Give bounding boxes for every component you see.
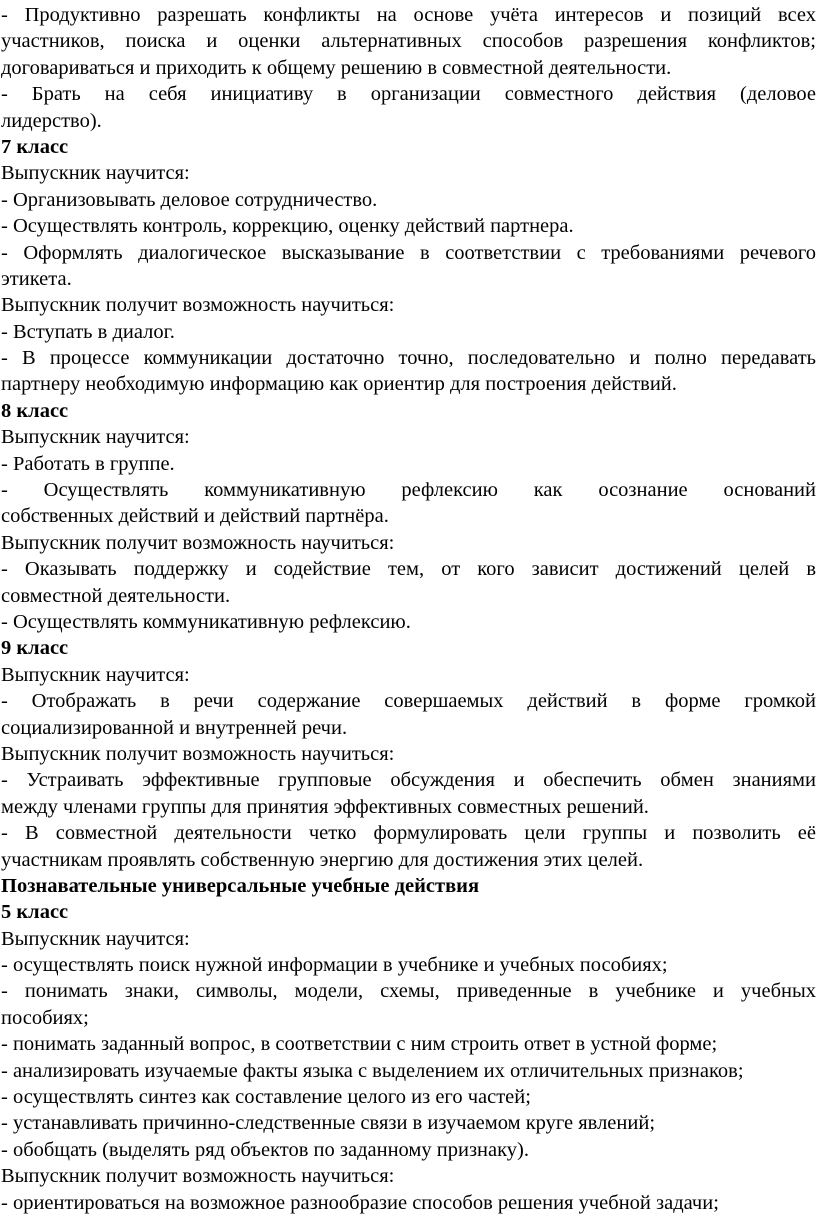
text-line: собственных действий и действий партнёра.	[1, 505, 389, 528]
text-line: лидерство).	[1, 109, 102, 132]
text-line: - Осуществлять коммуникативную рефлексию.	[1, 610, 411, 633]
text-line: участникам проявлять собственную энергию для достижения этих целей.	[1, 848, 644, 871]
text-line: Выпускник научится:	[1, 927, 190, 950]
text-line: - Работать в группе.	[1, 452, 175, 475]
text-line: социализированной и внутренней речи.	[1, 716, 348, 739]
text-line: - Устраивать эффективные групповые обсуждения и обеспечить обмен знаниями	[1, 769, 816, 792]
text-line: - В процессе коммуникации достаточно точно, последовательно и полно передавать	[1, 347, 816, 370]
text-line: - Оформлять диалогическое высказывание в соответствии с требованиями речевого	[1, 241, 816, 264]
text-line: Выпускник получит возможность научиться:	[1, 1165, 395, 1188]
text-line: совместной деятельности.	[1, 584, 231, 607]
text-line: - устанавливать причинно-следственные связи в изучаемом круге явлений;	[1, 1112, 656, 1135]
text-line: Выпускник научится:	[1, 162, 190, 185]
text-line: - Осуществлять контроль, коррекцию, оценку действий партнера.	[1, 215, 574, 238]
text-line: участников, поиска и оценки альтернативных способов разрешения конфликтов;	[1, 30, 816, 53]
text-line: этикета.	[1, 267, 72, 290]
text-line: Выпускник научится:	[1, 663, 190, 686]
text-line: - Продуктивно разрешать конфликты на основе учёта интересов и позиций всех	[1, 4, 816, 26]
text-line: - осуществлять синтез как составление целого из его частей;	[1, 1086, 531, 1109]
text-line: между членами группы для принятия эффективных совместных решений.	[1, 795, 649, 818]
text-line: Выпускник получит возможность научиться:	[1, 742, 395, 765]
section-heading: Познавательные универсальные учебные действия	[1, 874, 480, 897]
text-line: - понимать заданный вопрос, в соответствии с ним строить ответ в устной форме;	[1, 1033, 718, 1056]
text-line: пособиях;	[1, 1006, 89, 1029]
text-line: - анализировать изучаемые факты языка с выделением их отличительных признаков;	[1, 1059, 744, 1082]
section-heading: 8 класс	[1, 399, 69, 422]
text-line: Выпускник получит возможность научиться:	[1, 531, 395, 554]
text-line: - Осуществлять коммуникативную рефлексию как осознание оснований	[1, 479, 816, 502]
section-heading: 7 класс	[1, 135, 69, 158]
text-line: - Брать на себя инициативу в организации совместного действия (деловое	[1, 83, 816, 106]
text-line: - ориентироваться на возможное разнообразие способов решения учебной задачи;	[1, 1191, 719, 1214]
text-line: - В совместной деятельности четко формулировать цели группы и позволить её	[1, 822, 816, 845]
document-page	[0, 2, 816, 1216]
text-line: - понимать знаки, символы, модели, схемы, приведенные в учебнике и учебных	[1, 980, 816, 1003]
text-line: договариваться и приходить к общему решению в совместной деятельности.	[1, 56, 672, 79]
text-line: - Отображать в речи содержание совершаемых действий в форме громкой	[1, 690, 816, 713]
text-line: - Вступать в диалог.	[1, 320, 175, 343]
text-line: - Оказывать поддержку и содействие тем, от кого зависит достижений целей в	[1, 558, 816, 581]
text-line: - осуществлять поиск нужной информации в учебнике и учебных пособиях;	[1, 954, 668, 977]
section-heading: 9 класс	[1, 637, 69, 660]
text-line: - обобщать (выделять ряд объектов по заданному признаку).	[1, 1138, 529, 1161]
text-line: Выпускник получит возможность научиться:	[1, 294, 395, 317]
text-line: Выпускник научится:	[1, 426, 190, 449]
section-heading: 5 класс	[1, 901, 69, 924]
text-line: партнеру необходимую информацию как ориентир для построения действий.	[1, 373, 677, 396]
text-line: - Организовывать деловое сотрудничество.	[1, 188, 378, 211]
